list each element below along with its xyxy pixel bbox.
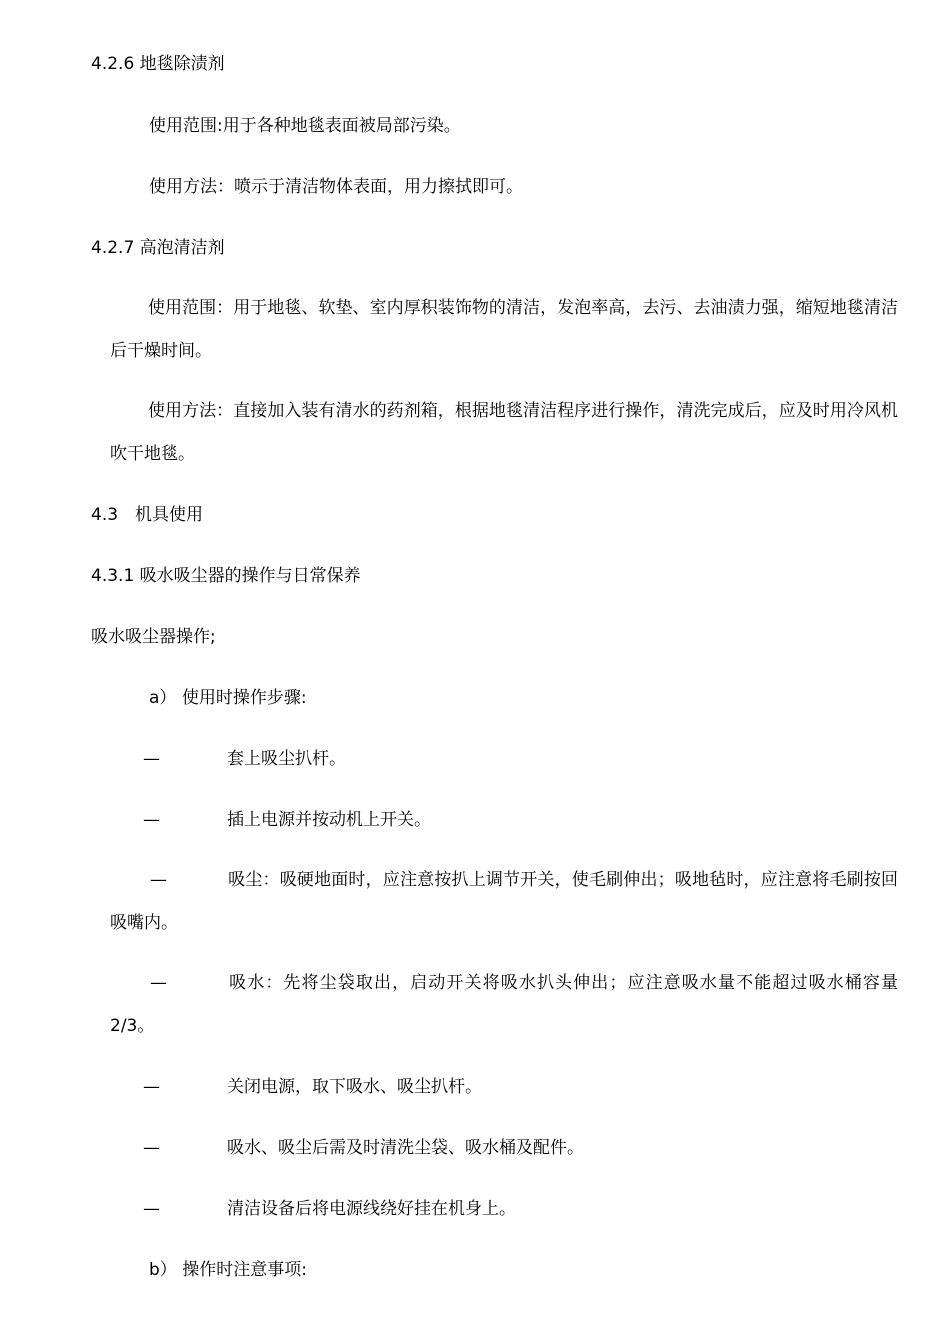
heading-4-2-7: 4.2.7 高泡清洁剂	[91, 238, 225, 258]
list-dash: —	[143, 749, 160, 769]
list-dash: —	[143, 1138, 160, 1158]
paragraph-4-2-6-scope: 使用范围:用于各种地毯表面被局部污染。	[149, 116, 461, 136]
list-dash: —	[143, 1199, 160, 1219]
list-dash: —	[150, 870, 167, 890]
list-item	[0, 809, 950, 833]
heading-4-2-6: 4.2.6 地毯除渍剂	[91, 54, 225, 74]
list-item	[110, 859, 898, 945]
list-item-text: 套上吸尘扒杆。	[227, 749, 346, 769]
list-item-text: 吸水：先将尘袋取出，启动开关将吸水扒头伸出；应注意吸水量不能超过吸水桶容量 2/3。	[110, 973, 898, 1036]
list-item-text: 吸水、吸尘后需及时清洗尘袋、吸水桶及配件。	[227, 1138, 584, 1158]
list-item-text: 吸尘：吸硬地面时，应注意按扒上调节开关，使毛刷伸出；吸地毡时，应注意将毛刷按回吸嘴内。	[110, 870, 898, 933]
list-dash: —	[143, 810, 160, 830]
list-item-text: 关闭电源，取下吸水、吸尘扒杆。	[227, 1077, 482, 1097]
heading-4-3-1: 4.3.1 吸水吸尘器的操作与日常保养	[91, 566, 361, 586]
paragraph-4-2-7-method: 使用方法：直接加入装有清水的药剂箱，根据地毯清洁程序进行操作，清洗完成后，应及时用冷风机吹干地毯。	[110, 401, 898, 464]
list-dash: —	[150, 973, 167, 993]
list-item	[0, 748, 950, 772]
vacuum-operation-label: 吸水吸尘器操作;	[91, 627, 216, 647]
step-b-heading: b） 操作时注意事项:	[149, 1260, 307, 1280]
paragraph-4-2-6-method: 使用方法：喷示于清洁物体表面，用力擦拭即可。	[149, 177, 523, 197]
list-dash: —	[143, 1077, 160, 1097]
list-item	[110, 962, 898, 1048]
step-a-heading: a） 使用时操作步骤:	[149, 688, 307, 708]
paragraph-4-2-7-scope: 使用范围：用于地毯、软垫、室内厚积装饰物的清洁，发泡率高，去污、去油渍力强，缩短地毯清洁后干燥时间。	[110, 298, 898, 361]
list-item-text: 插上电源并按动机上开关。	[227, 810, 431, 830]
list-item-text: 清洁设备后将电源线绕好挂在机身上。	[227, 1199, 516, 1219]
heading-4-3: 4.3 机具使用	[91, 505, 204, 525]
list-item	[0, 1198, 950, 1222]
list-item	[0, 1137, 950, 1161]
list-item	[0, 1076, 950, 1100]
